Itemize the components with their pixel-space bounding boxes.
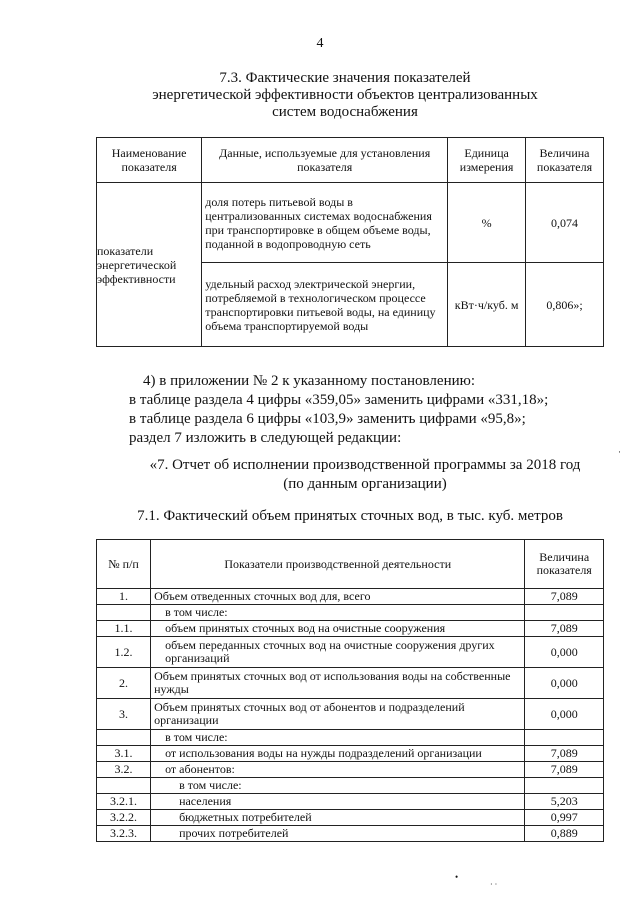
table-row [97, 589, 604, 605]
row-text-cell: в том числе: [151, 605, 525, 621]
wastewater-volume-table [96, 539, 604, 842]
row-value-cell: 7,089 [525, 762, 604, 778]
table-row [97, 621, 604, 637]
value-cell: 0,074 [526, 183, 604, 263]
row-number-cell [97, 605, 151, 621]
row-text-cell: прочих потребителей [151, 826, 525, 842]
indicator-name-cell: показатели энергетической эффективности [97, 183, 202, 347]
paragraph-line: в таблице раздела 6 цифры «103,9» заменить цифрами «95,8»; [129, 411, 526, 427]
amendment-paragraphs [129, 372, 613, 448]
paragraph-line: 4) в приложении № 2 к указанному постановлению: [143, 373, 475, 389]
section-7-title [130, 456, 600, 494]
header-value: Величина показателя [525, 540, 604, 589]
header-indicator-name: Наименование показателя [97, 138, 202, 183]
row-value-cell: 0,000 [525, 699, 604, 730]
row-value-cell: 5,203 [525, 794, 604, 810]
row-number-cell: 2. [97, 668, 151, 699]
table-row [97, 637, 604, 668]
table-row [97, 605, 604, 621]
unit-cell: кВт·ч/куб. м [448, 263, 526, 347]
row-value-cell: 7,089 [525, 621, 604, 637]
row-number-cell [97, 730, 151, 746]
unit-cell: % [448, 183, 526, 263]
row-number-cell: 1.2. [97, 637, 151, 668]
title-line: 7.3. Фактические значения показателей [219, 70, 471, 86]
header-value: Величина показателя [526, 138, 604, 183]
row-value-cell: 0,889 [525, 826, 604, 842]
row-value-cell: 7,089 [525, 589, 604, 605]
paragraph-line: раздел 7 изложить в следующей редакции: [129, 430, 402, 446]
row-value-cell [525, 778, 604, 794]
header-indicators: Показатели производственной деятельности [151, 540, 525, 589]
table-row [97, 730, 604, 746]
header-unit: Единица измерения [448, 138, 526, 183]
title-line: «7. Отчет об исполнении производственной программы за 2018 год [149, 457, 581, 473]
row-value-cell [525, 605, 604, 621]
table-row [97, 810, 604, 826]
row-text-cell: в том числе: [151, 730, 525, 746]
row-text-cell: объем переданных сточных вод на очистные сооружения других организаций [151, 637, 525, 668]
header-data-used: Данные, используемые для установления показателя [202, 138, 448, 183]
row-value-cell [525, 730, 604, 746]
row-text-cell: бюджетных потребителей [151, 810, 525, 826]
row-number-cell: 3.2.3. [97, 826, 151, 842]
page-speck: · · [490, 880, 498, 889]
row-number-cell [97, 778, 151, 794]
section-7-1-title: 7.1. Фактический объем принятых сточных вод, в тыс. куб. метров [137, 508, 563, 524]
page-number: 4 [316, 36, 324, 51]
row-text-cell: объем принятых сточных вод на очистные сооружения [151, 621, 525, 637]
row-value-cell: 7,089 [525, 746, 604, 762]
row-number-cell: 3.1. [97, 746, 151, 762]
row-text-cell: Объем принятых сточных вод от абонентов и подразделений организации [151, 699, 525, 730]
row-text-cell: от использования воды на нужды подразделений организации [151, 746, 525, 762]
table-row [97, 762, 604, 778]
value-cell: 0,806»; [526, 263, 604, 347]
table-row [97, 699, 604, 730]
row-value-cell: 0,997 [525, 810, 604, 826]
page-speck: • [455, 872, 459, 882]
row-text-cell: населения [151, 794, 525, 810]
row-value-cell: 0,000 [525, 637, 604, 668]
title-line: (по данным организации) [283, 476, 447, 492]
row-number-cell: 3.2.2. [97, 810, 151, 826]
row-number-cell: 1. [97, 589, 151, 605]
data-description-cell: удельный расход электрической энергии, потребляемой в технологическом процессе транспортировки питьевой воды, на единицу объема транспортируемой воды [202, 263, 448, 347]
header-number: № п/п [97, 540, 151, 589]
section-7-3-title [120, 70, 570, 121]
row-text-cell: Объем принятых сточных вод от использования воды на собственные нужды [151, 668, 525, 699]
table-row [97, 826, 604, 842]
title-line: энергетической эффективности объектов централизованных [152, 87, 538, 103]
row-number-cell: 3.2. [97, 762, 151, 778]
row-text-cell: от абонентов: [151, 762, 525, 778]
table-row [97, 794, 604, 810]
row-number-cell: 1.1. [97, 621, 151, 637]
data-description-cell: доля потерь питьевой воды в централизованных системах водоснабжения при транспортировке в общем объеме воды, поданной в водопроводную сеть [202, 183, 448, 263]
row-value-cell: 0,000 [525, 668, 604, 699]
row-number-cell: 3.2.1. [97, 794, 151, 810]
table-row [97, 668, 604, 699]
row-number-cell: 3. [97, 699, 151, 730]
table-row [97, 746, 604, 762]
page-speck: · [618, 447, 621, 457]
paragraph-line: в таблице раздела 4 цифры «359,05» заменить цифрами «331,18»; [129, 392, 549, 408]
title-line: систем водоснабжения [272, 104, 418, 120]
table-row [97, 778, 604, 794]
row-text-cell: Объем отведенных сточных вод для, всего [151, 589, 525, 605]
row-text-cell: в том числе: [151, 778, 525, 794]
energy-efficiency-table [96, 137, 604, 347]
